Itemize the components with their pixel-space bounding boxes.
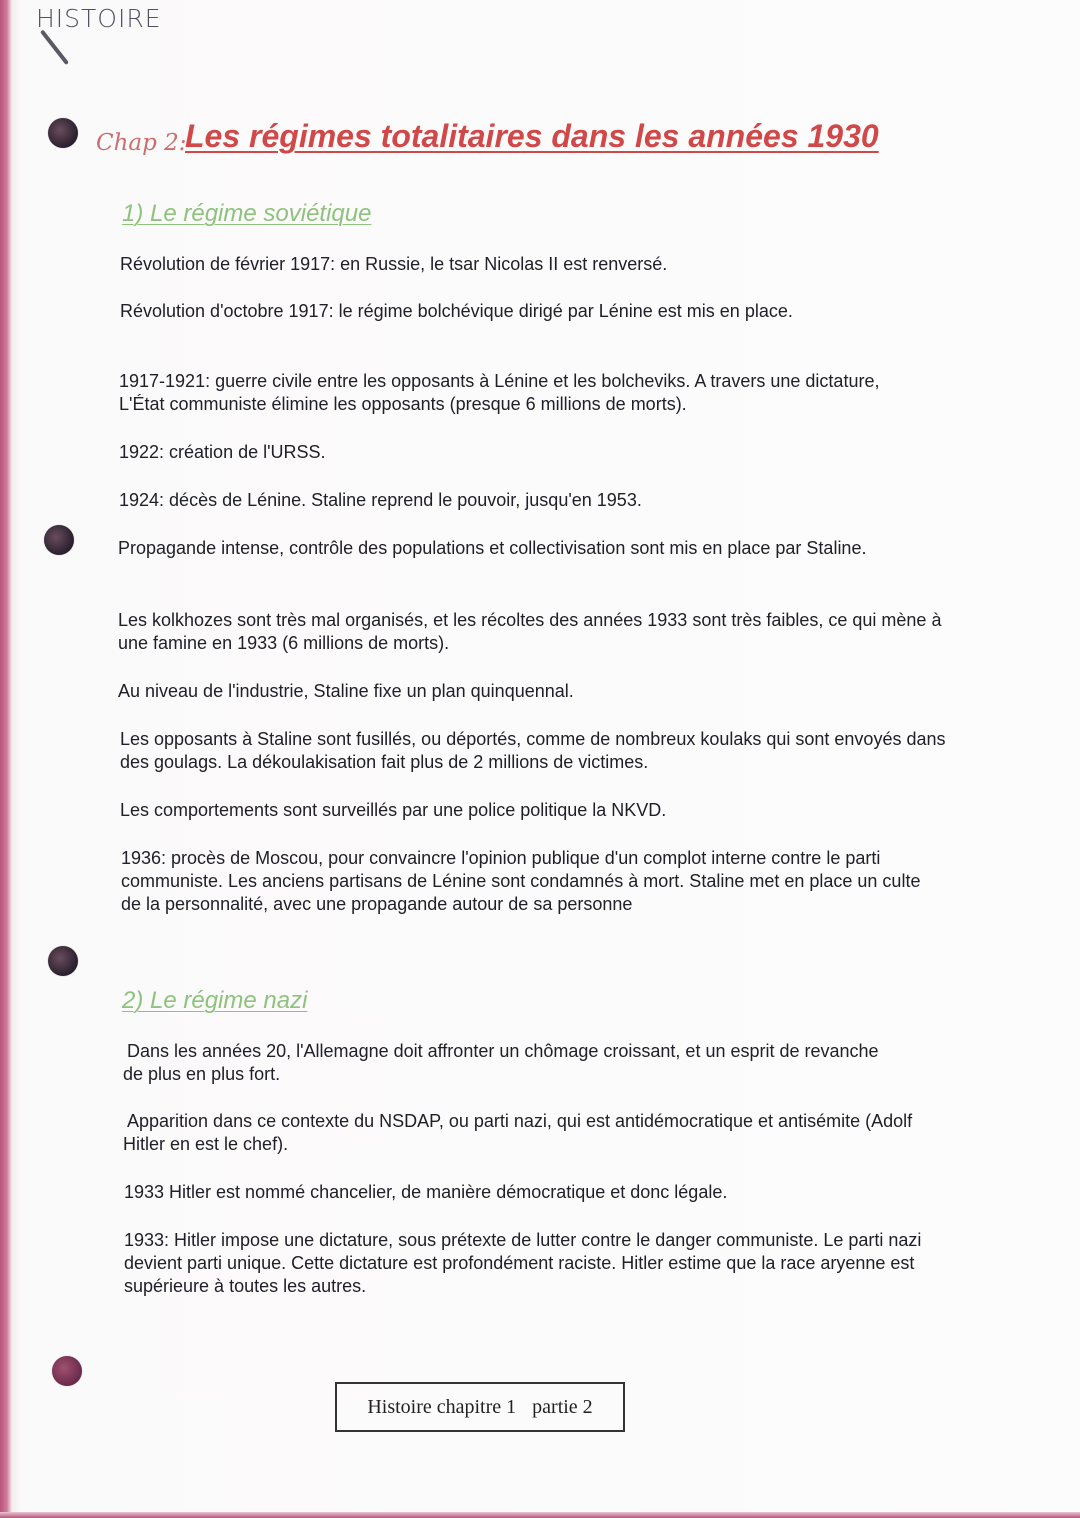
footer-label-box — [335, 1382, 625, 1432]
section-heading-soviet: 1) Le régime soviétique — [122, 200, 372, 227]
paragraph-s1-6: Propagande intense, contrôle des populations et collectivisation sont mis en place par Staline. — [118, 538, 867, 558]
section-heading-nazi: 2) Le régime nazi — [122, 987, 308, 1014]
page-title: Les régimes totalitaires dans les années 1930 — [185, 118, 879, 154]
footer-label-chapter: Histoire chapitre 1 — [367, 1395, 517, 1418]
paragraph-s1-10: Les comportements sont surveillés par une police politique la NKVD. — [120, 800, 667, 820]
paragraph-s2-3: 1933 Hitler est nommé chancelier, de manière démocratique et donc légale. — [124, 1182, 728, 1202]
paragraph-s1-4: 1922: création de l'URSS. — [119, 442, 326, 462]
page-bottom-edge — [0, 1512, 1080, 1518]
punch-hole-1 — [48, 118, 78, 148]
punch-hole-3 — [48, 946, 78, 976]
paragraph-s2-4: 1933: Hitler impose une dictature, sous prétexte de lutter contre le danger communiste. Le parti nazi devient parti unique. Cette dictature est profondément raciste. Hitler estime que la race aryenne est supérieure à toutes les autres. — [124, 1230, 922, 1296]
paragraph-s1-2: Révolution d'octobre 1917: le régime bolchévique dirigé par Lénine est mis en place. — [120, 301, 793, 321]
paragraph-s1-8: Au niveau de l'industrie, Staline fixe un plan quinquennal. — [118, 681, 574, 701]
chapter-prefix: Chap 2: — [96, 130, 187, 156]
paragraph-s1-1: Révolution de février 1917: en Russie, le tsar Nicolas II est renversé. — [120, 254, 668, 274]
corner-subject-label: HISTOIRE — [36, 4, 162, 33]
paragraph-s1-3: 1917-1921: guerre civile entre les opposants à Lénine et les bolcheviks. A travers une dictature, L'État communiste élimine les opposants (presque 6 millions de morts). — [119, 371, 880, 414]
paragraph-s1-5: 1924: décès de Lénine. Staline reprend le pouvoir, jusqu'en 1953. — [119, 490, 642, 510]
punch-hole-4 — [52, 1356, 82, 1386]
paragraph-s1-7: Les kolkhozes sont très mal organisés, et les récoltes des années 1933 sont très faibles, ce qui mène à une famine en 1933 (6 millions de morts). — [118, 610, 942, 653]
paragraph-s2-1: Dans les années 20, l'Allemagne doit affronter un chômage croissant, et un esprit de revanche de plus en plus fort. — [123, 1041, 879, 1084]
paragraph-s1-9: Les opposants à Staline sont fusillés, ou déportés, comme de nombreux koulaks qui sont envoyés dans des goulags. La dékoulakisation fait plus de 2 millions de victimes. — [120, 729, 946, 772]
punch-hole-2 — [44, 525, 74, 555]
pen-stroke-mark — [40, 30, 69, 66]
paragraph-s2-2: Apparition dans ce contexte du NSDAP, ou parti nazi, qui est antidémocratique et antisémite (Adolf Hitler en est le chef). — [123, 1111, 913, 1154]
footer-label-part: partie 2 — [532, 1395, 593, 1418]
paragraph-s1-11: 1936: procès de Moscou, pour convaincre l'opinion publique d'un complot interne contre le parti communiste. Les anciens partisans de Lénine sont condamnés à mort. Staline met en place un culte de la personnalité, avec une propagande autour de sa personne — [121, 848, 921, 914]
